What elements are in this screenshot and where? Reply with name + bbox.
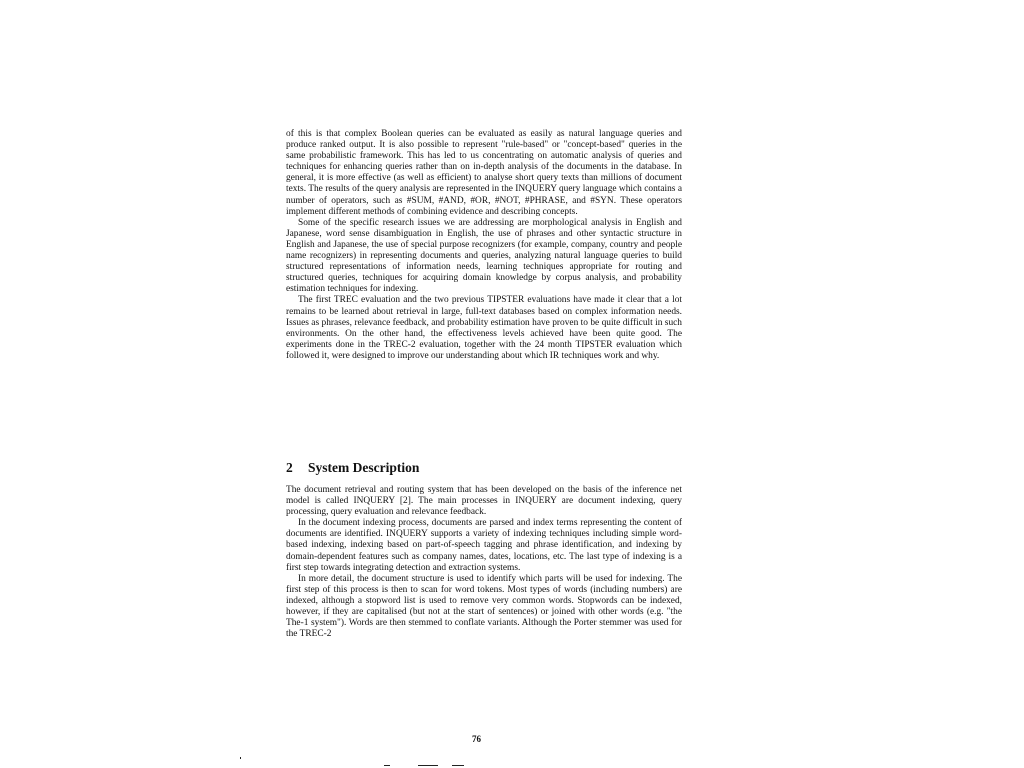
paragraph: Some of the specific research issues we are addressing are morphological analysis in English and Japanese, word sense disambiguation in English, the use of phrases and other syntactic structure in English and Japanese, the use of special purpose recognizers (for example, company, country and people name recognizers) in representing documents and queries, analyzing natural language queries to build structured representations of information needs, learning techniques appropriate for routing and structured queries, techniques for acquiring domain knowledge by corpus analysis, and probability estimation techniques for indexing.: [286, 217, 682, 295]
page-number: 76: [472, 734, 481, 744]
section-heading: [286, 460, 419, 476]
scan-artifact: [452, 765, 464, 766]
body-text-bottom: [286, 485, 682, 640]
paragraph: In more detail, the document structure is used to identify which parts will be used for indexing. The first step of this process is then to scan for word tokens. Most types of words (including numbers) are indexed, although a stopword list is used to remove very common words. Stopwords can be indexed, however, if they are capitalised (but not at the start of sentences) or joined with other words (e.g. "the The-1 system"). Words are then stemmed to conflate variants. Although the Porter stemmer was used for the TREC-2: [286, 573, 682, 640]
scan-artifact: [384, 765, 390, 766]
paragraph: In the document indexing process, documents are parsed and index terms representing the content of documents are identified. INQUERY supports a variety of indexing techniques including simple word-based indexing, indexing based on part-of-speech tagging and phrase identification, and indexing by domain-dependent features such as company names, dates, locations, etc. The last type of indexing is a first step towards integrating detection and extraction systems.: [286, 518, 682, 573]
section-number: 2: [286, 460, 293, 475]
paragraph: of this is that complex Boolean queries can be evaluated as easily as natural language queries and produce ranked output. It is also possible to represent "rule-based" or "concept-based" queries in the same probabilistic framework. This has led to us concentrating on automatic analysis of queries and techniques for enhancing queries rather than on in-depth analysis of the documents in the database. In general, it is more effective (as well as efficient) to analyse short query texts than millions of document texts. The results of the query analysis are represented in the INQUERY query language which contains a number of operators, such as #SUM, #AND, #OR, #NOT, #PHRASE, and #SYN. These operators implement different methods of combining evidence and describing concepts.: [286, 129, 682, 217]
paragraph: The document retrieval and routing system that has been developed on the basis of the inference net model is called INQUERY [2]. The main processes in INQUERY are document indexing, query processing, query evaluation and relevance feedback.: [286, 485, 682, 518]
body-text-top: [286, 129, 682, 362]
paragraph: The first TREC evaluation and the two previous TIPSTER evaluations have made it clear that a lot remains to be learned about retrieval in large, full-text databases based on complex information needs. Issues as phrases, relevance feedback, and probability estimation have proven to be quite difficult in such environments. On the other hand, the effectiveness levels achieved have been quite good. The experiments done in the TREC-2 evaluation, together with the 24 month TIPSTER evaluation which followed it, were designed to improve our understanding about which IR techniques work and why.: [286, 295, 682, 361]
scan-artifact: [240, 757, 241, 759]
section-title: System Description: [308, 460, 420, 475]
scan-artifact: [418, 765, 438, 766]
